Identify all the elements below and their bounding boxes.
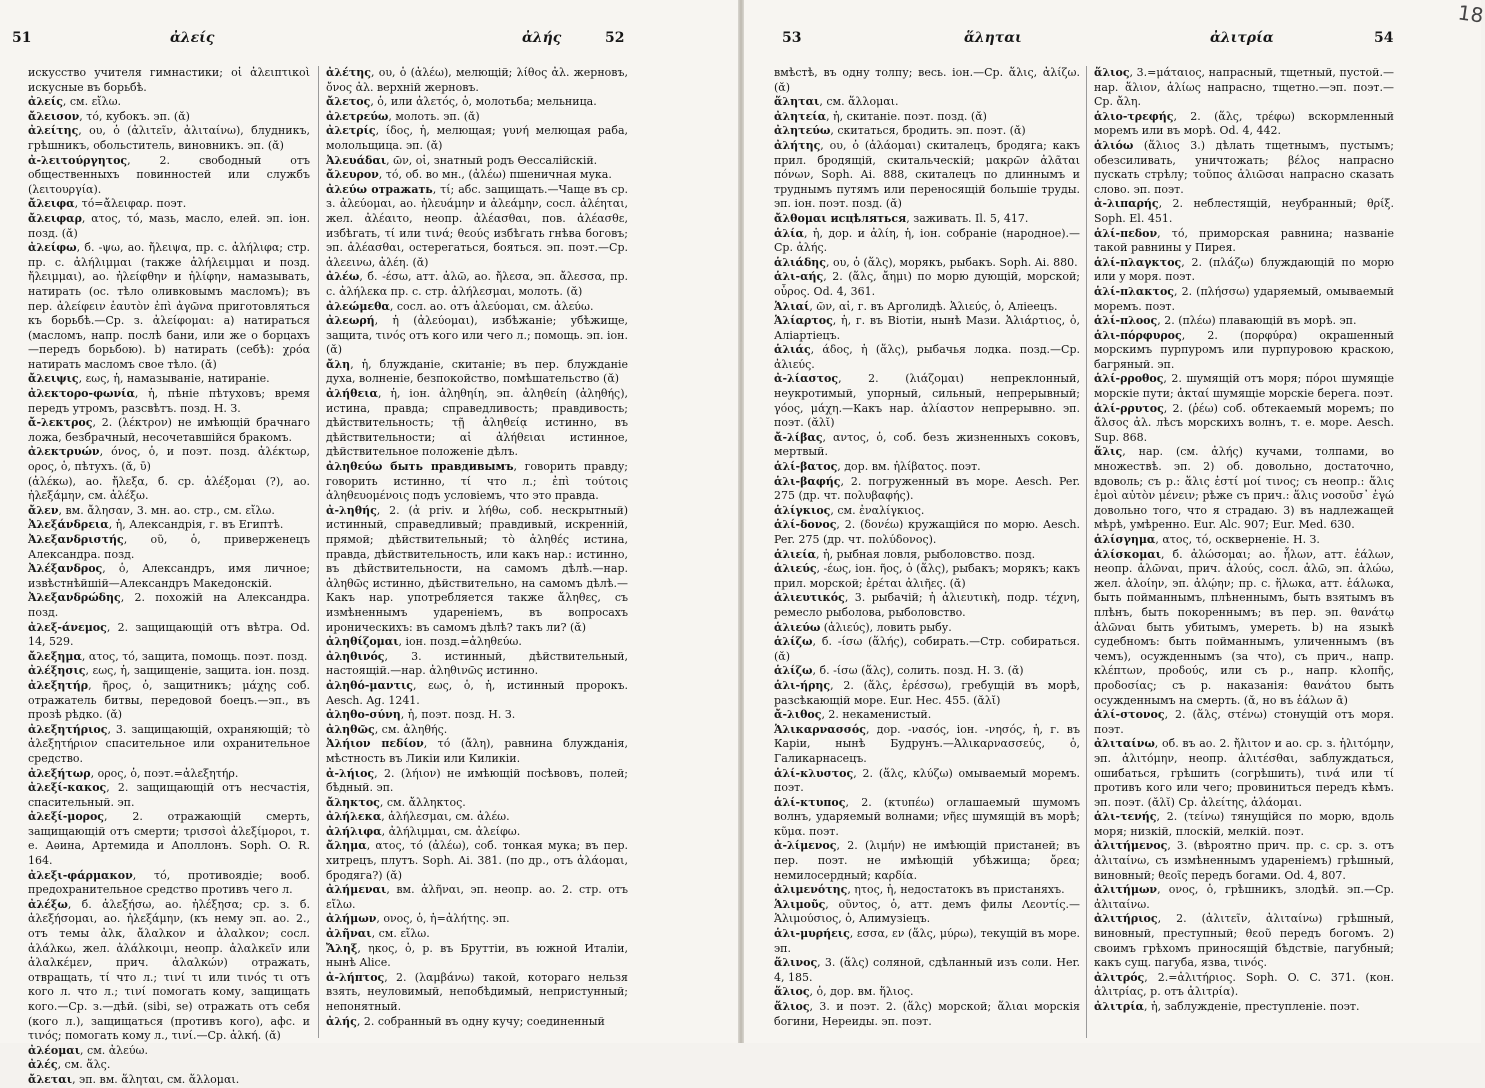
dictionary-entry: ἁλιο-τρεφής, 2. (ἅλς, τρέφω) вскормленный моремъ или въ морѣ. Od. 4, 442. xyxy=(1094,109,1394,138)
dictionary-entry: Ἁλιμοῦς, οῦντος, ὁ, атт. демъ филы Λεοντίς.—Ἁλιμούσιος, ὁ, Алимузіецъ. xyxy=(774,897,1080,926)
dictionary-entry: ἁλιάδης, ου, ὁ (ἅλς), морякъ, рыбакъ. Soph. Ai. 880. xyxy=(774,255,1078,269)
dictionary-entry: ἀλείς, см. εἴλω. xyxy=(28,95,122,109)
dictionary-entry: ἀλεξι-φάρμακον, τό, противоядіе; вооб. предохранительное средство противъ чего л. xyxy=(28,868,310,897)
dictionary-entry: ἀλέξησις, εως, ἡ, защищеніе, защита. іон. позд. xyxy=(28,664,310,678)
dictionary-entry: ἀλιτρός, 2.=ἀλιτήριος. Soph. O. C. 371. (кон. ἀλιτρίας, р. отъ ἀλιτρία). xyxy=(1094,970,1394,999)
column-divider xyxy=(1086,66,1087,1038)
dictionary-entry: ἁλίσκομαι, б. ἁλώσομαι; ао. ἧλων, атт. ἑάλων, неопр. ἁλῶναι, прич. ἁλούς, сосл. ἁλῶ, эп. ἀλώω, жел. ἁλοίην, эп. ἁλῴην; пр. с. ἥλωκα, атт. ἑάλωκα, быть пойманнымъ, плѣненнымъ, быть взятымъ въ плѣнъ, быть покореннымъ; въ пер. эп. θανάτῳ ἁλῶναι быть убитымъ, умереть. b) на языкѣ судебномъ: быть пойманнымъ, уличеннымъ (въ чемъ), осужденнымъ (за что), съ прич., напр. κλέπτων, προδούς, или съ р., напр. κλοπῆς, προδοσίας; съ р. наказанія: θανάτου быть осужденнымъ на смерть. (ᾰ, но въ ἑάλων ᾱ) xyxy=(1094,547,1394,707)
dictionary-entry: ἀλιτήμενος, 3. (вѣроятно прич. пр. с. ср. з. отъ ἀλιταίνω, съ измѣненнымъ удареніемъ) грѣшный, виновный; θεοῖς передъ богами. Od. 4, 807. xyxy=(1094,839,1394,882)
dictionary-entry: Ἁλίαρτος, ἡ, г. въ Віотіи, нынѣ Мази. Ἁλιάρτιος, ὁ, Аліартіецъ. xyxy=(774,314,1080,342)
dictionary-entry: ἁλι-ήρης, 2. (ἅλς, ἐρέσσω), гребущій въ морѣ, разсѣкающій море. Eur. Hec. 455. (ᾰλῐ) xyxy=(774,678,1080,707)
dictionary-entry: Ἀλήιον πεδίον, τό (ἄλη), равнина блужданія, мѣстность въ Ликіи или Киликіи. xyxy=(326,737,628,765)
dictionary-entry: ἀλήμεναι, вм. ἀλῆναι, эп. неопр. ао. 2. стр. отъ εἴλω. xyxy=(326,883,628,911)
dictionary-entry: ἀλητεύω, скитаться, бродить. эп. поэт. (ᾰ) xyxy=(774,124,1026,138)
dictionary-entry: ἁλί-πλακτος, 2. (πλήσσω) ударяемый, омываемый моремъ. поэт. xyxy=(1094,284,1394,313)
dictionary-entry: ἀλιτρία, ἡ, заблужденіе, преступленіе. поэт. xyxy=(1094,1000,1360,1013)
dictionary-entry: ἁλι-βαφής, 2. погруженный въ море. Aesch. Per. 275 (др. чт. πολυβαφής). xyxy=(774,474,1080,503)
dictionary-entry: ἀλέτης, ου, ὁ (ἀλέω), мелющій; λίθος ἀλ. жерновъ, ὄνος ἀλ. верхній жерновъ. xyxy=(326,66,628,94)
dictionary-entry: ἀλήλιφα, ἀλήλιμμαι, см. ἀλείφω. xyxy=(326,824,521,838)
page-number-51: 51 xyxy=(12,30,32,46)
dictionary-entry: ἁλί-δονος, 2. (δονέω) кружащійся по морю. Aesch. Per. 275 (др. чт. πολύδονος). xyxy=(774,518,1080,546)
dictionary-entry: ἁλί-πεδον, τό, приморская равнина; названіе такой равнины у Пирея. xyxy=(1094,226,1394,255)
dictionary-entry: ἀληθό-μαντις, εως, ὁ, ἡ, истинный пророкъ. Aesch. Ag. 1241. xyxy=(326,678,628,707)
dictionary-entry: ἁλιευτικός, 3. рыбачій; ἡ ἁλιευτικὴ, подр. τέχνη, ремесло рыболова, рыболовство. xyxy=(774,591,1080,619)
dictionary-entry: ἄλθομαι исцѣляться, заживать. Il. 5, 417. xyxy=(774,211,1029,225)
dictionary-entry: ἄλεισον, τό, кубокъ. эп. (ᾰ) xyxy=(28,109,190,123)
dictionary-entry: ἀλῆναι, см. εἴλω. xyxy=(326,927,430,941)
running-head-page-51: ἀλείς xyxy=(170,30,215,46)
dictionary-entry: ἀλήλεκα, ἀλήλεσμαι, см. ἀλέω. xyxy=(326,810,510,824)
dictionary-entry: ἀλιταίνω, об. въ ао. 2. ἤλιτον и ао. ср. з. ἠλιτόμην, эп. ἀλιτόμην, неопр. ἀλιτέσθαι, заблуждаться, ошибаться, грѣшить (согрѣшить), τινά или τί противъ кого или чего; провиниться передъ кѣмъ. эп. поэт. (ᾰλῐ) Ср. ἀλείτης, ἀλάομαι. xyxy=(1094,737,1394,809)
dictionary-entry: ἅλινος, 3. (ἅλς) соляной, сдѣланный изъ соли. Her. 4, 185. xyxy=(774,956,1080,984)
dictionary-entry: ἀλές, см. ἅλς. xyxy=(28,1058,111,1072)
dictionary-entry: ἁλί-ρρυτος, 2. (ῥέω) соб. обтекаемый моремъ; по ἄλσος ἀλ. лѣсъ морскихъ волнъ, т. е. море. Aesch. Sup. 868. xyxy=(1094,401,1394,444)
dictionary-entry: ἄλεται, эп. вм. ἅληται, см. ἅλλομαι. xyxy=(28,1072,240,1086)
dictionary-entry: ἄλειψις, εως, ἡ, намазываніе, натираніе. xyxy=(28,372,270,386)
dictionary-entry: Ἁλιαί, ῶν, αἱ, г. въ Арголидѣ. Ἁλιεύς, ὁ, Аліеецъ. xyxy=(774,299,1058,313)
dictionary-entry: искусство учителя гимнастики; οἱ ἀλειπτικοὶ искусные въ борьбѣ. xyxy=(28,66,310,94)
column-page-54 xyxy=(1094,66,1394,1038)
dictionary-entry: Ἀλέξανδρος, ὁ, Александръ, имя личное; извѣстнѣйшій—Александръ Македонскій. xyxy=(28,562,310,590)
dictionary-entry: ἁλι-πόρφυρος, 2. (πορφύρα) окрашенный морскимъ пурпуромъ или пурпуровою краскою, багряный. эп. xyxy=(1094,328,1394,371)
dictionary-entry: ἅλιος, 3. и поэт. 2. (ἅλς) морской; ἅλιαι морскія богини, Нереиды. эп. поэт. xyxy=(774,1000,1080,1028)
dictionary-entry: ἀλεξήτωρ, ορος, ὁ, поэт.=ἀλεξητήρ. xyxy=(28,766,239,780)
dictionary-entry: ἀλείφω, б. -ψω, ао. ἤλειψα, пр. с. ἀλήλιφα; стр. пр. с. ἀλήλιμμαι (также ἀλήλειμμαι и позд. ἤλειμμαι), ао. ἠλείφθην и ἠλίφην, намазывать, натирать (ос. тѣло оливковымъ масломъ); въ пер. ἀλείφειν ἑαυτὸν ἐπὶ ἀγῶνα приготовляться къ борьбѣ.—Ср. з. ἀλείφομαι: а) натираться (масломъ, напр. послѣ бани, или же о борцахъ—передъ борьбою). b) натирать (себѣ): χρόα натирать масломъ свое тѣло. (ᾰ) xyxy=(28,241,310,371)
dictionary-entry: ἀλετρίς, ίδος, ἡ, мелющая; γυνή мелющая раба, молольщица. эп. (ᾰ) xyxy=(326,124,628,152)
dictionary-entry: ἀλέομαι, см. ἀλεύω. xyxy=(28,1043,149,1057)
dictionary-entry: ἀλεκτορο-φωνία, ἡ, пѣніе пѣтуховъ; время передъ утромъ, разсвѣтъ. позд. Н. З. xyxy=(28,387,310,415)
dictionary-entry: ἄλευρον, τό, об. во мн., (ἀλέω) пшеничная мука. xyxy=(326,168,612,182)
dictionary-entry: ἁλιεύς, -έως, іон. ῆος, ὁ (ἅλς), рыбакъ; морякъ; какъ прил. морской; ἐρέται ἀλιῆες. (ᾰ) xyxy=(774,562,1080,590)
dictionary-entry: ἄλειφαρ, ατος, τό, мазь, масло, елей. эп. іон. позд. (ᾰ) xyxy=(28,211,310,240)
dictionary-entry: ἀλής, 2. собранный въ одну кучу; соединенный xyxy=(326,1014,605,1028)
dictionary-entry: ἁλι-μυρήεις, εσσα, εν (ἅλς, μύρω), текущій въ море. эп. xyxy=(774,927,1080,955)
entries-page-53 xyxy=(774,66,1080,1029)
dictionary-entry: ἀλεξ-άνεμος, 2. защищающій отъ вѣтра. Od. 14, 529. xyxy=(28,620,310,649)
dictionary-entry: ἀλεκτρυών, όνος, ὁ, и поэт. позд. ἀλέκτωρ, ορος, ὁ, пѣтухъ. (ᾰ, ῡ) xyxy=(28,445,310,474)
column-page-53 xyxy=(774,66,1080,1038)
dictionary-entry: ἄλη, ἡ, блужданіе, скитаніе; въ пер. блужданіе духа, волненіе, безпокойство, помѣшательство (ᾰ) xyxy=(326,357,628,386)
dictionary-entry: ἀ-λήπτος, 2. (λαμβάνω) такой, котораго нельзя взять, неуловимый, непобѣдимый, непристунный; непонятный. xyxy=(326,970,628,1013)
dictionary-entry: ἀλεξητήριος, 3. защищающій, охраняющій; τὸ ἀλεξητήριον спасительное или охранительное средство. xyxy=(28,722,310,765)
dictionary-entry: ἀλήθεια, ἡ, іон. ἀληθηίη, эп. ἀληθείη (ἀληθής), истина, правда; справедливость; правдивость; дѣйствительность; τῇ ἀληθείᾳ истинно, въ дѣйствительности; αἱ ἀλήθειαι истинное, дѣйствительное положеніе дѣлъ. xyxy=(326,387,628,459)
dictionary-entry: ἁλί-πλοος, 2. (πλέω) плавающій въ морѣ. эп. xyxy=(1094,314,1357,328)
dictionary-entry: ἄ-λίβας, αντος, ὁ, соб. безъ жизненныхъ соковъ, мертвый. xyxy=(774,430,1080,459)
dictionary-entry: ἀλιμενότης, ητος, ἡ, недостатокъ въ пристаняхъ. xyxy=(774,883,1065,897)
dictionary-entry: ἀλήτης, ου, ὁ (ἀλάομαι) скиталецъ, бродяга; какъ прил. бродящій, скитальческій; μακρῶν ἀλᾶται πόνων, Soph. Ai. 888, скиталецъ по длиннымъ и труднымъ путямъ или переносящій большіе труды. эп. іон. поэт. позд. (ᾰ) xyxy=(774,138,1080,211)
dictionary-entry: вмѣстѣ, въ одну толпу; весь. іон.—Ср. ἅλις, ἀλίζω. (ᾰ) xyxy=(774,66,1080,94)
dictionary-entry: ἀ-ληθής, 2. (ἀ priv. и λήθω, соб. нескрытный) истинный, справедливый; правдивый, искренній, прямой; дѣйствительный; τὸ ἀληθές истина, правда, дѣйствительность, или какъ нар.: истинно, въ дѣйствительности, на самомъ дѣлѣ.—нар. ἀληθῶς истинно, дѣйствительно, на самомъ дѣлѣ.—Какъ нар. употребляется также ἄληθες, съ измѣненнымъ удареніемъ, въ вопросахъ ироническихъ: въ самомъ дѣлѣ? такъ ли? (ᾰ) xyxy=(326,503,628,634)
dictionary-entry: ἀλεώμεθα, сосл. ао. отъ ἀλεύομαι, см. ἀλεύω. xyxy=(326,299,594,313)
dictionary-entry: ἀλεξί-κακος, 2. защищающій отъ несчастія, спасительный. эп. xyxy=(28,781,310,809)
dictionary-entry: ἄ-λιθος, 2. некаменистый. xyxy=(774,708,932,722)
column-divider xyxy=(318,66,319,1038)
dictionary-entry: ἀ-λήιος, 2. (λήιον) не имѣющій посѣвовъ, полей; бѣдный. эп. xyxy=(326,766,628,795)
entries-page-52 xyxy=(326,66,628,1029)
dictionary-entry: ἁλι-τενής, 2. (τείνω) тянущійся по морю, вдоль моря; низкій, плоскій, мелкій. поэт. xyxy=(1094,810,1394,838)
dictionary-entry: ἅλις, нар. (см. ἀλής) кучами, толпами, во множествѣ. эп. 2) об. довольно, достаточно, вдоволь; съ р.: ἅλις ἐστί μοί τινος; съ неопр.: ἅλις ἐμοὶ αὐτὸν μένειν; рѣже съ прич.: ἅλις νοσοῦσ᾽ ἐγώ довольно того, что я страдаю. 3) въ надлежащей мѣрѣ, умѣренно. Eur. Alc. 907; Eur. Med. 630. xyxy=(1094,445,1394,532)
dictionary-entry: ἁλί-στονος, 2. (ἅλς, στένω) стонущій отъ моря. поэт. xyxy=(1094,708,1394,736)
entries-page-51 xyxy=(28,66,310,1088)
dictionary-entry: Ἀλευάδαι, ῶν, οἱ, знатный родъ Ѳессалійскій. xyxy=(326,153,598,167)
dictionary-entry: ἁλί-πλαγκτος, 2. (πλάζω) блуждающій по морю или у моря. поэт. xyxy=(1094,255,1394,284)
dictionary-entry: (ἀλέκω), ао. ἤλεξα, б. ср. ἀλέξομαι (?), ао. ἠλεξάμην, см. ἀλέξω. xyxy=(28,474,310,503)
dictionary-entry: Ἀλεξανδρώδης, 2. похожій на Александра. позд. xyxy=(28,591,310,619)
dictionary-entry: ἁλιεύω (ἀλιεύς), ловить рыбу. xyxy=(774,620,952,634)
dictionary-entry: Ἄληξ, ηκος, ὁ, р. въ Бруттіи, въ южной Италіи, нынѣ Alice. xyxy=(326,941,628,970)
dictionary-entry: ἀλεύω отражать, τί; абс. защищать.—Чаще въ ср. з. ἀλεύομαι, ао. ἠλευάμην и ἀλεάμην, сосл. ἀλέηται, жел. ἀλέαιτο, неопр. ἀλέασθαι, пов. ἀλέασθε, избѣгать, τί или τινά; θεούς избѣгать гнѣва боговъ; эп. ἀλέασθαι, остерегаться, бояться. эп. поэт.—Ср. ἀλεεινω, ἀλέη. (ᾰ) xyxy=(326,182,628,269)
dictionary-entry: ἁλί-βατος, дор. вм. ἠλίβατος. поэт. xyxy=(774,460,981,474)
dictionary-entry: ἁλι-αής, 2. (ἅλς, ἄημι) по морю дующій, морской; οὖρος. Od. 4, 361. xyxy=(774,270,1080,298)
dictionary-entry: ἄληκτος, см. ἄλληκτος. xyxy=(326,795,466,809)
dictionary-entry: ἀλέξω, б. ἀλεξήσω, ао. ἠλέξησα; ср. з. б. ἀλεξήσομαι, ао. ἠλεξάμην, (къ нему эп. ао. 2., отъ темы ἀλκ, ἄλαλκον и ἀλαλκον; сосл. ἀλάλκω, жел. ἀλάλκοιμι, неопр. ἀλαλκεῖν или ἀλαλκέμεν, прич. ἀλαλκών) отражать, отвращать, τί что л.; τινί τι или τινός τι отъ кого л. что л.; τινί помогать кому, защищать кого.—Ср. з.—дѣй. (sibi, se) отражать отъ себя (кого л.), защищаться (противъ кого), афс. и τινός; помогать кому л., τινί.—Ср. ἀλκή. (ᾰ) xyxy=(28,897,310,1043)
dictionary-entry: ἀλήμων, ονος, ὁ, ἡ=ἀλήτης. эп. xyxy=(326,912,510,926)
dictionary-entry: ἀλιτήριος, 2. (ἀλιτεῖν, ἀλιταίνω) грѣшный, виновный, преступный; θεοῦ передъ богомъ. 2) своимъ грѣхомъ приносящій бѣдствіе, пагубный; какъ сущ. пагуба, язва, τινός. xyxy=(1094,912,1394,970)
dictionary-entry: ἀλετρεύω, молоть. эп. (ᾰ) xyxy=(326,109,480,123)
left-page xyxy=(0,0,738,1086)
dictionary-entry: ἅλιος, ὁ, дор. вм. ἥλιος. xyxy=(774,985,914,999)
dictionary-entry: ἅληται, см. ἅλλομαι. xyxy=(774,95,899,109)
dictionary-entry: ἀλεξητήρ, ῆρος, ὁ, защитникъ; μάχης соб. отражатель битвы, передовой боецъ.—эп., въ прозѣ рѣдко. (ᾰ) xyxy=(28,678,310,722)
dictionary-entry: ἄλημα, ατος, τό (ἀλέω), соб. тонкая мука; въ пер. хитрецъ, плутъ. Soph. Ai. 381. (по др., отъ ἀλάομαι, бродяга?) (ᾰ) xyxy=(326,839,628,882)
dictionary-entry: ἄ-λεκτρος, 2. (λέκτρον) не имѣющій брачнаго ложа, безбрачный, несочетавшійся бракомъ. xyxy=(28,416,310,444)
dictionary-entry: ἁλίζω, б. -ίσω (ἅλής), собирать.—Стр. собираться. (ᾰ) xyxy=(774,635,1080,663)
dictionary-entry: ἄλετος, ὁ, или ἀλετός, ὁ, молотьба; мельница. xyxy=(326,95,597,109)
dictionary-entry: ἅλιος, 3.=μάταιος, напрасный, тщетный, пустой.—нар. ἅλιον, ἁλίως напрасно, тщетно.—эп. поэт.—Ср. ἄλη. xyxy=(1094,66,1394,109)
dictionary-entry: ἀ-λειτούργητος, 2. свободный отъ общественныхъ повинностей или службъ (λειτουργία). xyxy=(28,153,310,196)
dictionary-entry: ἀληθίζομαι, іон. позд.=ἀληθεύω. xyxy=(326,635,522,649)
page-number-52: 52 xyxy=(605,30,625,46)
entries-page-54 xyxy=(1094,66,1394,1015)
dictionary-entry: Ἀλεξάνδρεια, ἡ, Александрія, г. въ Египтѣ. xyxy=(28,518,284,532)
dictionary-entry: ἀ-λιπαρής, 2. неблестящій, неубранный; θρίξ. Soph. El. 451. xyxy=(1094,197,1394,225)
dictionary-entry: ἀλέω, б. -έσω, атт. ἀλῶ, ао. ἤλεσα, эп. ἄλεσσα, пр. с. ἀλήλεκα пр. с. стр. ἀλήλεσμαι, молоть. (ᾰ) xyxy=(326,270,628,298)
dictionary-entry: Ἀλεξανδριστής, οῦ, ὁ, приверженецъ Александра. позд. xyxy=(28,533,310,561)
dictionary-entry: ἀ-λίμενος, 2. (λιμήν) не имѣющій пристаней; въ пер. поэт. не имѣющій убѣжища; ὄρεα; немилосердный; καρδία. xyxy=(774,839,1080,882)
dictionary-entry: ἁλιεία, ἡ, рыбная ловля, рыболовство. позд. xyxy=(774,547,1036,561)
dictionary-entry: ἁλί-κτυπος, 2. (κτυπέω) оглашаемый шумомъ волнъ, ударяемый волнами; νῆες шумящій въ морѣ; κῦμα. поэт. xyxy=(774,795,1080,838)
dictionary-entry: ἀλητεία, ἡ, скитаніе. поэт. позд. (ᾰ) xyxy=(774,109,987,123)
dictionary-entry: ἄλειφα, τό=ἄλειφαρ. поэт. xyxy=(28,197,187,211)
dictionary-entry: ἁλίσγημα, ατος, τό, оскверненіе. Н. З. xyxy=(1094,533,1320,546)
dictionary-entry: ἁλίζω, б. -ίσω (ἅλς), солить. позд. Н. З. (ᾰ) xyxy=(774,664,1024,678)
dictionary-entry: ἀλεωρή, ἡ (ἀλεύομαι), избѣжаніе; убѣжище, защита, τινός отъ кого или чего л.; помощь. эп. іон. (ᾰ) xyxy=(326,314,628,357)
dictionary-entry: ἁλιάς, άδος, ἡ (ἅλς), рыбачья лодка. позд.—Ср. ἀλιεύς. xyxy=(774,343,1080,371)
running-head-page-52: ἀλής xyxy=(522,30,562,46)
handwritten-page-mark: 18 xyxy=(1456,0,1485,28)
running-head-page-54: ἀλιτρία xyxy=(1210,30,1274,46)
running-head-page-53: ἅληται xyxy=(964,30,1022,46)
dictionary-entry: ἁλί-ρροθος, 2. шумящій отъ моря; πόροι шумящіе морскіе пути; ἀκταί шумящіе морскіе берега. поэт. xyxy=(1094,372,1394,401)
right-page xyxy=(744,0,1481,1043)
dictionary-entry: ἁλίγκιος, см. ἐναλίγκιος. xyxy=(774,503,925,517)
dictionary-entry: ἄλεξημα, ατος, τό, защита, помощь. поэт. позд. xyxy=(28,649,308,663)
dictionary-entry: ἀλείτης, ου, ὁ (ἀλιτεῖν, ἀλιταίνω), блудникъ, грѣшникъ, обольститель, виновникъ. эп. (ᾰ) xyxy=(28,124,310,152)
dictionary-entry: ἁλί-κλυστος, 2. (ἅλς, κλύζω) омываемый моремъ. поэт. xyxy=(774,766,1080,795)
column-page-52 xyxy=(326,66,628,1038)
page-number-53: 53 xyxy=(782,30,802,46)
dictionary-entry: ἀληθινός, 3. истинный, дѣйствительный, настоящій.—нар. ἀληθινῶς истинно. xyxy=(326,649,628,678)
dictionary-entry: ἀλιτήμων, ονος, ὁ, грѣшникъ, злодѣй. эп.—Ср. ἀλιταίνω. xyxy=(1094,883,1394,911)
dictionary-entry: ἀληθεύω быть правдивымъ, говорить правду; говорить истинно, τί что л.; ἐπὶ τούτοις ἀληθευομένοις подъ условіемъ, что это правда. xyxy=(326,460,628,503)
dictionary-entry: ἀληθο-σύνη, ἡ, поэт. позд. Н. З. xyxy=(326,708,516,722)
column-page-51 xyxy=(28,66,310,1086)
dictionary-entry: ἀ-λίαστος, 2. (λιάζομαι) непреклонный, неукротимый, упорный, сильный, непрерывный; γόος, μάχη.—Какъ нар. ἀλίαστον непрерывно. эп. поэт. (ᾰλῐ) xyxy=(774,372,1080,430)
dictionary-entry: Ἁλικαρνασσός, дор. -νασός, іон. -νησός, ἡ, г. въ Каріи, нынѣ Будрунъ.—Ἁλικαρνασσεύς, ὁ, Галикарнасецъ. xyxy=(774,722,1080,765)
dictionary-entry: ἀλεξί-μορος, 2. отражающій смерть, защищающій отъ смерти; τρισσοὶ ἀλεξίμοροι, т. е. Аѳина, Артемида и Аполлонъ. Soph. O. R. 164. xyxy=(28,810,310,868)
dictionary-entry: ἄλεν, вм. ἄλησαν, 3. мн. ао. стр., см. εἴλω. xyxy=(28,503,275,517)
page-number-54: 54 xyxy=(1374,30,1394,46)
dictionary-entry: ἀληθῶς, см. ἀληθής. xyxy=(326,722,448,736)
dictionary-entry: ἁλία, ἡ, дор. и ἀλίη, ἡ, іон. собраніе (народное).—Ср. ἀλής. xyxy=(774,226,1080,255)
dictionary-entry: ἁλιόω (ἅλιος 3.) дѣлать тщетнымъ, пустымъ; обезсиливать, уничтожать; βέλος напрасно пускать стрѣлу; τοῦπος ἁλιῶσαι напрасно сказать слово. эп. поэт. xyxy=(1094,138,1394,196)
